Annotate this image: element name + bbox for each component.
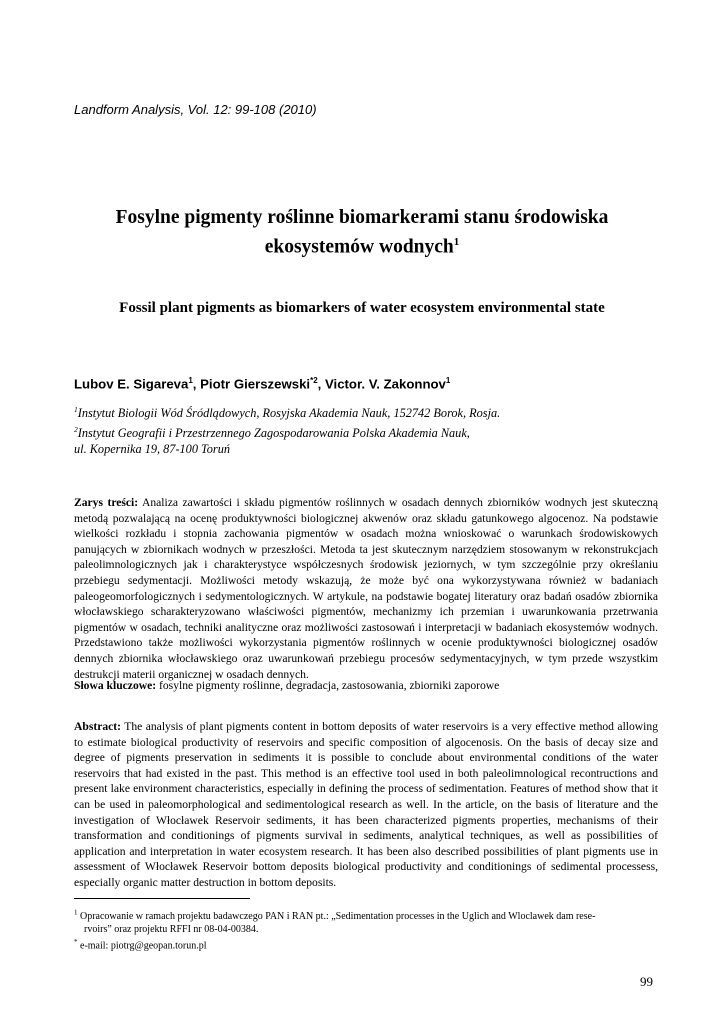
keywords [74, 678, 658, 694]
footnote-email [74, 936, 658, 952]
author-3-mark: 1 [445, 376, 451, 385]
footnote-1 [74, 907, 658, 936]
abstract-english-text: The analysis of plant pigments content in bottom deposits of water reservoirs is a very effective method allowing to estimate biological productivity of reservoirs and specific composition of algocenosis. On the basis of decay size and degree of pigments preservation in sediments it is possible to conclude about environmental conditions of the water reservoirs that had existed in the past. This method is an effective tool used in both paleolimnological recontructions and present lake environment characteristics, especially in defining the process of sedimentation. Features of method show that it can be used in paleomorphological and sedimentological research as well. In the article, on the basis of literature and the investigation of Włocławek Reservoir sediments, it has been characterized pigments properties, mechanisms of their transformation and conditionings of pigments survival in sediments, analytical techniques, as well as possibilities of application and interpretation in water ecosystem research. It has been also described possibilities of plant pigments use in assessment of Włocławek Reservoir bottom deposits biological productivity and conditionings of sedimental processess, especially organic matter destruction in bottom deposits. [74, 720, 658, 889]
affiliation-2 [74, 422, 500, 442]
abstract-english-label: Abstract: [74, 720, 122, 733]
affiliation-1 [74, 402, 500, 422]
author-separator: , [192, 376, 201, 392]
author-3: Victor. V. Zakonnov [324, 376, 446, 392]
author-2: Piotr Gierszewski [200, 376, 311, 392]
title-footnote-mark: 1 [453, 236, 460, 248]
affiliation-1-text: Instytut Biologii Wód Śródlądowych, Rosyjska Akademia Nauk, 152742 Borok, Rosja. [77, 406, 501, 421]
footnote-1-text: Opracowanie w ramach projektu badawczego PAN i RAN pt.: „Sedimentation processes in the Uglich and Wloclawek dam rese- [77, 911, 596, 923]
abstract-polish-label: Zarys treści: [74, 496, 139, 509]
abstract-english [74, 719, 658, 891]
author-separator: , [317, 376, 325, 392]
abstract-polish [74, 495, 658, 682]
keywords-label: Słowa kluczowe: [74, 679, 157, 692]
affiliation-2-text: Instytut Geografii i Przestrzennego Zagospodarowania Polska Akademia Nauk, [77, 425, 470, 440]
footnote-1-line-2: rvoirs” oraz projektu RFFI nr 08-04-00384. [84, 924, 259, 936]
title-line-2-text: ekosystemów wodnych [264, 236, 454, 258]
title-line-2 [60, 230, 664, 260]
abstract-polish-text: Analiza zawartości i składu pigmentów roślinnych w osadach dennych zbiorników wodnych jest skuteczną metodą pozwalającą na ocenę produktywności biologicznej akwenów oraz składu gatunkowego algocenoz. Na podstawie wielkości rozkładu i stopnia zachowania pigmentów w osadach można wnioskować o warunkach środowiskowych panujących w zbiornikach wodnych w przeszłości. Metoda ta jest skutecznym narzędziem stosowanym w rekonstrukcjach paleolimnologicznych jak i charakterystyce współczesnych środowisk jeziornych, w tym szczególnie przy określaniu przebiegu sedymentacji. Możliwości metody wskazują, że może być ona wykorzystywana również w badaniach paleogeomorfologicznych i sedymentologicznych. W artykule, na podstawie bogatej literatury oraz badań osadów zbiornika włocławskiego scharakteryzowano właściwości pigmentów, mechanizmy ich przemian i uwarunkowania przetrwania pigmentów w osadach, techniki analityczne oraz możliwości zastosowań i interpretacji w badaniach ekosystemów wodnych. Przedstawiono także możliwości wykorzystania pigmentów roślinnych w ocenie produktywności biologicznej osadów dennych zbiornika włocławskiego oraz uwarunkowań przebiegu procesów sedymentacyjnych, w tym przede wszystkim destrukcji materii organicznej w osadach dennych. [74, 496, 658, 681]
footnote-email-text: e-mail: piotrg@geopan.torun.pl [77, 940, 207, 952]
keywords-text: fosylne pigmenty roślinne, degradacja, zastosowania, zbiorniki zaporowe [156, 679, 500, 692]
footnote-email-mark: * [74, 938, 78, 946]
paper-title [60, 206, 664, 260]
footnote-1-mark: 1 [74, 909, 78, 917]
english-title: Fossil plant pigments as biomarkers of water ecosystem environmental state [119, 300, 605, 316]
author-2-mark: *2 [310, 376, 318, 385]
affiliation-1-mark: 1 [74, 405, 78, 414]
affiliation-2-mark: 2 [74, 424, 78, 434]
footnote-divider [74, 898, 250, 899]
page-number: 99 [640, 974, 653, 989]
journal-header: Landform Analysis, Vol. 12: 99-108 (2010) [74, 102, 317, 117]
author-1-mark: 1 [188, 376, 193, 385]
affiliations [74, 402, 500, 458]
author-1: Lubov E. Sigareva [74, 376, 189, 392]
title-line-1: Fosylne pigmenty roślinne biomarkerami stanu środowiska [115, 207, 609, 228]
footnote-1-line-1 [74, 911, 595, 922]
affiliation-2-address: ul. Kopernika 19, 87-100 Toruń [74, 442, 230, 457]
author-list [74, 376, 450, 391]
